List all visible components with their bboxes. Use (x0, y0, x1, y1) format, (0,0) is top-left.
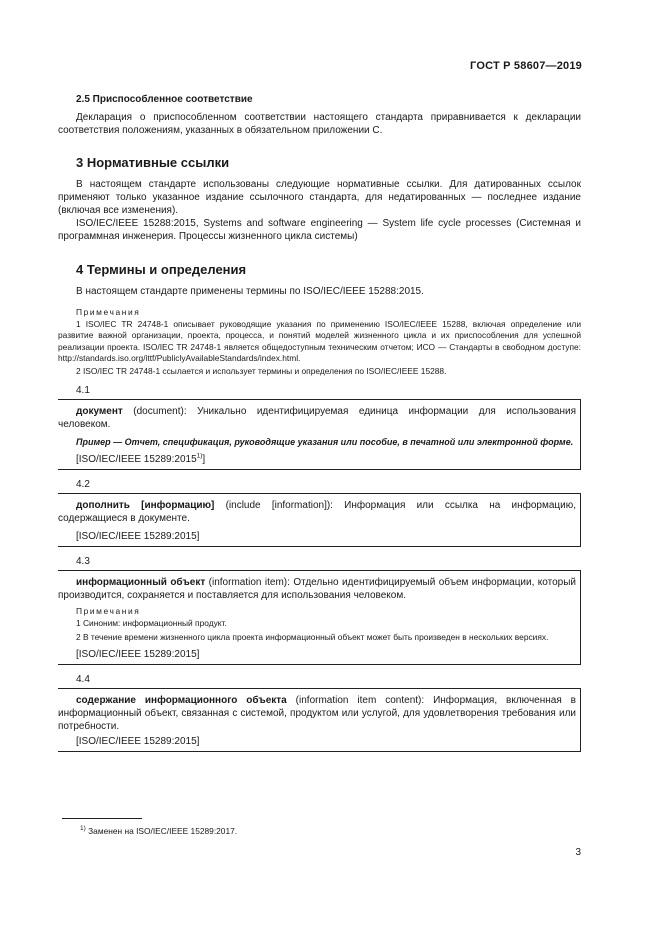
term-4-4-text: (information item content): Информация, включенная в информационный объект, связанная с системой, продуктом или услугой, для удовлетворения требования или потребности. (58, 695, 576, 733)
term-4-3-reference: [ISO/IEC/IEEE 15289:2015] (76, 649, 200, 661)
term-4-1-number: 4.1 (76, 385, 90, 397)
term-4-3-note-1: 1 Синоним: информационный продукт. (76, 618, 227, 629)
term-4-1-definition (58, 405, 576, 431)
term-4-4-box (58, 688, 581, 752)
term-4-1-ref-text: [ISO/IEC/IEEE 15289:2015 (76, 454, 197, 466)
footnote-text: Заменен на ISO/IEC/IEEE 15289:2017. (85, 826, 238, 836)
term-4-1-term: документ (76, 406, 123, 418)
section-3-paragraph-1: В настоящем стандарте использованы следующие нормативные ссылки. Для датированных ссылок применяют только указанное издание ссылочного стандарта, для недатированных — последнее издание (включая все изменения). (58, 179, 581, 216)
term-4-1-ref-end: ] (202, 454, 206, 466)
term-4-1-text: (document): Уникально идентифицируемая единица информации для использования человеком. (58, 406, 576, 431)
footnote (80, 826, 237, 836)
term-4-4-number: 4.4 (76, 674, 90, 686)
section-3-heading: 3 Нормативные ссылки (76, 155, 230, 170)
footnote-reference-mark: 1) (196, 453, 203, 461)
section-4-intro: В настоящем стандарте применены термины по ISO/IEC/IEEE 15288:2015. (76, 286, 424, 297)
term-4-3-definition (58, 576, 576, 602)
section-2-5-heading: 2.5 Приспособленное соответствие (76, 94, 253, 105)
term-4-1-example: Пример — Отчет, спецификация, руководящие указания или пособие, в печатной или электронной форме. (76, 437, 574, 448)
term-4-4-reference: [ISO/IEC/IEEE 15289:2015] (76, 736, 200, 748)
section-4-notes-title: Примечания (76, 307, 141, 317)
section-4-note-2: 2 ISO/IEC TR 24748-1 ссылается и использует термины и определения по ISO/IEC/IEEE 15288. (76, 366, 447, 377)
section-4-note-1: 1 ISO/IEC TR 24748-1 описывает руководящие указания по применению ISO/IEC/IEEE 15288, включая определение или развитие важной организации, проекта, процесса, и понятий моделей жизненного цикла и их приспособления для успешной реализации проекта. ISO/IEC TR 24748-1 является общедоступным техническим отчетом; ИСО — Стандарты в свободном доступе: http://standards.iso.org/ittf/PubliclyAvailableStandards/index.html. (58, 319, 581, 363)
section-4-heading: 4 Термины и определения (76, 262, 247, 277)
section-2-5-text: Декларация о приспособленном соответствии настоящего стандарта приравнивается к декларации соответствия положениям, указанных в обязательном приложении С. (58, 112, 581, 136)
page-number: 3 (575, 847, 581, 858)
term-4-3-term: информационный объект (76, 577, 206, 589)
section-3-paragraph-2: ISO/IEC/IEEE 15288:2015, Systems and software engineering — System life cycle processes (Системная и программная инженерия. Процессы жизненного цикла системы) (58, 218, 581, 242)
term-4-3-note-2: 2 В течение времени жизненного цикла проекта информационный объект может быть произведен в нескольких версиях. (76, 631, 549, 642)
term-4-4-definition (58, 694, 576, 733)
page-content (58, 90, 581, 752)
term-4-3-notes-title: Примечания (76, 606, 141, 617)
term-4-2-number: 4.2 (76, 479, 90, 491)
footnote-mark: 1) (80, 825, 86, 833)
term-4-2-term: дополнить [информацию] (76, 500, 215, 512)
term-4-2-box (58, 493, 581, 547)
term-4-1-reference (58, 453, 576, 466)
footnote-divider (62, 818, 142, 819)
term-4-1-box (58, 399, 581, 470)
standard-designation: ГОСТ Р 58607—2019 (470, 60, 582, 72)
term-4-3-number: 4.3 (76, 556, 90, 568)
term-4-2-text: (include [information]): Информация или ссылка на информацию, содержащиеся в документе. (58, 500, 576, 525)
term-4-2-reference: [ISO/IEC/IEEE 15289:2015] (76, 531, 200, 543)
term-4-3-text: (information item): Отдельно идентифицируемый объем информации, который производится, сохраняется и поставляется для использования человеком. (58, 577, 576, 602)
term-4-4-term: содержание информационного объекта (76, 695, 287, 707)
term-4-2-definition (58, 499, 576, 525)
term-4-3-box (58, 570, 581, 665)
